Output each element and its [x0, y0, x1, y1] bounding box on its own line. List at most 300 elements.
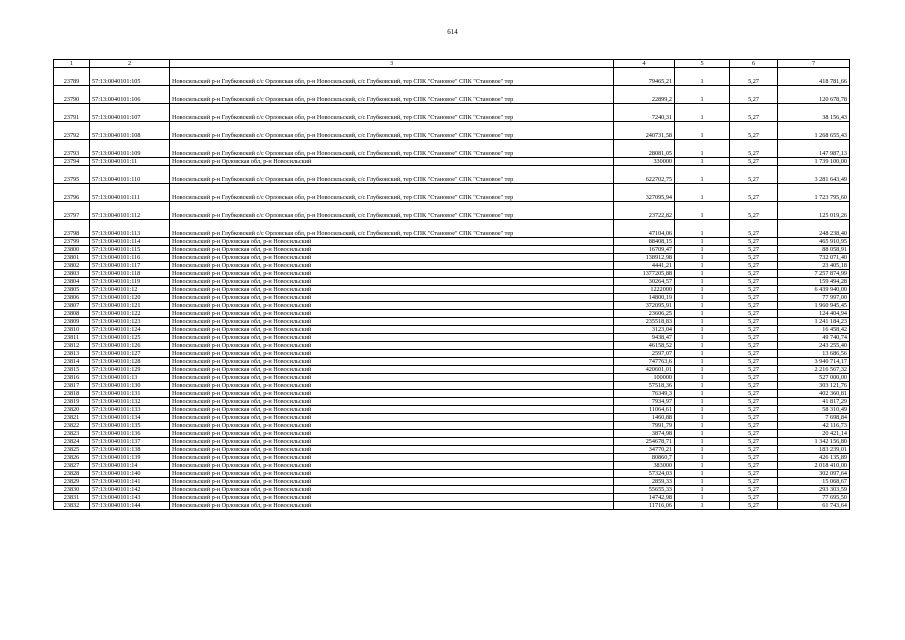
rate-value: 5,27	[730, 398, 778, 406]
table-row	[54, 86, 850, 104]
cadastral-value: 77 695,50	[778, 494, 850, 502]
table-row	[54, 254, 850, 262]
cadastral-value: 3 940 714,17	[778, 358, 850, 366]
coefficient-value: 1	[675, 286, 730, 294]
row-number: 23809	[54, 318, 90, 326]
coefficient-value: 1	[675, 184, 730, 202]
cadastral-value: 1 739 100,00	[778, 158, 850, 166]
coefficient-value: 1	[675, 220, 730, 238]
rate-value: 5,27	[730, 202, 778, 220]
area-value: 11064,61	[614, 406, 675, 414]
row-number: 23827	[54, 462, 90, 470]
coefficient-value: 1	[675, 68, 730, 86]
rate-value: 5,27	[730, 350, 778, 358]
rate-value: 5,27	[730, 220, 778, 238]
cadastral-number: 57:13:0040101:111	[90, 184, 170, 202]
rate-value: 5,27	[730, 104, 778, 122]
cadastral-number: 57:13:0040101:109	[90, 140, 170, 158]
table-row	[54, 446, 850, 454]
address-description: Новосильский р-н Глубковский с/с Орловская обл, р-н Новосильский, с/с Глубковский, тер СПК "Становое" СПК "Становое" тер	[170, 184, 614, 202]
rate-value: 5,27	[730, 294, 778, 302]
address-description: Новосильский р-н Орловская обл, р-н Новосильский	[170, 486, 614, 494]
rate-value: 5,27	[730, 478, 778, 486]
cadastral-value: 49 740,74	[778, 334, 850, 342]
area-value: 7240,31	[614, 104, 675, 122]
address-description: Новосильский р-н Орловская обл, р-н Новосильский	[170, 438, 614, 446]
row-number: 23791	[54, 104, 90, 122]
row-number: 23826	[54, 454, 90, 462]
table-row	[54, 422, 850, 430]
row-number: 23820	[54, 406, 90, 414]
rate-value: 5,27	[730, 342, 778, 350]
table-row	[54, 278, 850, 286]
area-value: 100000	[614, 374, 675, 382]
row-number: 23793	[54, 140, 90, 158]
cadastral-number: 57:13:0040101:130	[90, 382, 170, 390]
rate-value: 5,27	[730, 246, 778, 254]
address-description: Новосильский р-н Орловская обл, р-н Новосильский	[170, 374, 614, 382]
area-value: 57324,03	[614, 470, 675, 478]
cadastral-value: 147 987,13	[778, 140, 850, 158]
address-description: Новосильский р-н Орловская обл, р-н Новосильский	[170, 462, 614, 470]
table-row	[54, 184, 850, 202]
cadastral-value: 120 678,78	[778, 86, 850, 104]
area-value: 11716,06	[614, 502, 675, 510]
address-description: Новосильский р-н Орловская обл, р-н Новосильский	[170, 414, 614, 422]
cadastral-number: 57:13:0040101:143	[90, 494, 170, 502]
coefficient-value: 1	[675, 494, 730, 502]
row-number: 23806	[54, 294, 90, 302]
area-value: 14800,19	[614, 294, 675, 302]
cadastral-number: 57:13:0040101:144	[90, 502, 170, 510]
table-row	[54, 166, 850, 184]
address-description: Новосильский р-н Орловская обл, р-н Новосильский	[170, 334, 614, 342]
table-row	[54, 286, 850, 294]
row-number: 23810	[54, 326, 90, 334]
cadastral-number: 57:13:0040101:126	[90, 342, 170, 350]
cadastral-number: 57:13:0040101:122	[90, 310, 170, 318]
area-value: 30264,57	[614, 278, 675, 286]
area-value: 16709,47	[614, 246, 675, 254]
row-number: 23801	[54, 254, 90, 262]
table-row	[54, 318, 850, 326]
coefficient-value: 1	[675, 414, 730, 422]
address-description: Новосильский р-н Орловская обл, р-н Новосильский	[170, 326, 614, 334]
row-number: 23811	[54, 334, 90, 342]
address-description: Новосильский р-н Глубковский с/с Орловская обл, р-н Новосильский, с/с Глубковский, тер СПК "Становое" СПК "Становое" тер	[170, 202, 614, 220]
area-value: 3123,04	[614, 326, 675, 334]
table-row	[54, 494, 850, 502]
coefficient-value: 1	[675, 238, 730, 246]
rate-value: 5,27	[730, 502, 778, 510]
address-description: Новосильский р-н Орловская обл, р-н Новосильский	[170, 446, 614, 454]
table-row	[54, 220, 850, 238]
row-number: 23814	[54, 358, 90, 366]
rate-value: 5,27	[730, 302, 778, 310]
table-row	[54, 382, 850, 390]
cadastral-number: 57:13:0040101:11	[90, 158, 170, 166]
cadastral-value: 302 097,64	[778, 470, 850, 478]
cadastral-value: 527 000,00	[778, 374, 850, 382]
rate-value: 5,27	[730, 430, 778, 438]
rate-value: 5,27	[730, 422, 778, 430]
coefficient-value: 1	[675, 342, 730, 350]
coefficient-value: 1	[675, 254, 730, 262]
address-description: Новосильский р-н Глубковский с/с Орловская обл, р-н Новосильский, с/с Глубковский, тер СПК "Становое" СПК "Становое" тер	[170, 104, 614, 122]
rate-value: 5,27	[730, 86, 778, 104]
coefficient-value: 1	[675, 294, 730, 302]
cadastral-value: 7 257 874,99	[778, 270, 850, 278]
rate-value: 5,27	[730, 254, 778, 262]
cadastral-number: 57:13:0040101:13	[90, 374, 170, 382]
coefficient-value: 1	[675, 438, 730, 446]
cadastral-number: 57:13:0040101:128	[90, 358, 170, 366]
cadastral-number: 57:13:0040101:118	[90, 270, 170, 278]
cadastral-value: 183 239,01	[778, 446, 850, 454]
cadastral-number: 57:13:0040101:138	[90, 446, 170, 454]
row-number: 23795	[54, 166, 90, 184]
rate-value: 5,27	[730, 140, 778, 158]
row-number: 23816	[54, 374, 90, 382]
row-number: 23805	[54, 286, 90, 294]
row-number: 23819	[54, 398, 90, 406]
coefficient-value: 1	[675, 318, 730, 326]
row-number: 23830	[54, 486, 90, 494]
coefficient-value: 1	[675, 454, 730, 462]
rate-value: 5,27	[730, 414, 778, 422]
table-row	[54, 140, 850, 158]
coefficient-value: 1	[675, 382, 730, 390]
area-value: 46158,52	[614, 342, 675, 350]
row-number: 23831	[54, 494, 90, 502]
rate-value: 5,27	[730, 166, 778, 184]
cadastral-number: 57:13:0040101:127	[90, 350, 170, 358]
cadastral-number: 57:13:0040101:117	[90, 262, 170, 270]
rate-value: 5,27	[730, 270, 778, 278]
rate-value: 5,27	[730, 390, 778, 398]
area-value: 34770,21	[614, 446, 675, 454]
rate-value: 5,27	[730, 374, 778, 382]
cadastral-value: 58 310,49	[778, 406, 850, 414]
rate-value: 5,27	[730, 366, 778, 374]
row-number: 23799	[54, 238, 90, 246]
coefficient-value: 1	[675, 334, 730, 342]
cadastral-value: 125 019,26	[778, 202, 850, 220]
table-row	[54, 438, 850, 446]
cadastral-value: 88 058,91	[778, 246, 850, 254]
area-value: 254678,71	[614, 438, 675, 446]
address-description: Новосильский р-н Орловская обл, р-н Новосильский	[170, 366, 614, 374]
area-value: 7991,79	[614, 422, 675, 430]
cadastral-number: 57:13:0040101:121	[90, 302, 170, 310]
cadastral-number: 57:13:0040101:110	[90, 166, 170, 184]
area-value: 80860,7	[614, 454, 675, 462]
table-row	[54, 406, 850, 414]
cadastral-value: 7 698,84	[778, 414, 850, 422]
row-number: 23789	[54, 68, 90, 86]
rate-value: 5,27	[730, 438, 778, 446]
header-row	[54, 60, 850, 68]
rate-value: 5,27	[730, 262, 778, 270]
row-number: 23800	[54, 246, 90, 254]
address-description: Новосильский р-н Орловская обл, р-н Новосильский	[170, 494, 614, 502]
column-header: 6	[730, 60, 778, 68]
coefficient-value: 1	[675, 398, 730, 406]
area-value: 7934,97	[614, 398, 675, 406]
row-number: 23821	[54, 414, 90, 422]
row-number: 23794	[54, 158, 90, 166]
area-value: 240731,58	[614, 122, 675, 140]
area-value: 4441,21	[614, 262, 675, 270]
row-number: 23824	[54, 438, 90, 446]
table-row	[54, 502, 850, 510]
row-number: 23832	[54, 502, 90, 510]
coefficient-value: 1	[675, 278, 730, 286]
address-description: Новосильский р-н Орловская обл, р-н Новосильский	[170, 398, 614, 406]
table-row	[54, 310, 850, 318]
cadastral-number: 57:13:0040101:107	[90, 104, 170, 122]
table-row	[54, 294, 850, 302]
cadastral-value: 42 116,73	[778, 422, 850, 430]
table-row	[54, 390, 850, 398]
address-description: Новосильский р-н Орловская обл, р-н Новосильский	[170, 310, 614, 318]
address-description: Новосильский р-н Орловская обл, р-н Новосильский	[170, 390, 614, 398]
rate-value: 5,27	[730, 326, 778, 334]
address-description: Новосильский р-н Орловская обл, р-н Новосильский	[170, 470, 614, 478]
address-description: Новосильский р-н Орловская обл, р-н Новосильский	[170, 254, 614, 262]
cadastral-value: 159 494,28	[778, 278, 850, 286]
coefficient-value: 1	[675, 86, 730, 104]
row-number: 23829	[54, 478, 90, 486]
cadastral-value: 248 238,40	[778, 220, 850, 238]
table-row	[54, 462, 850, 470]
address-description: Новосильский р-н Орловская обл, р-н Новосильский	[170, 262, 614, 270]
address-description: Новосильский р-н Глубковский с/с Орловская обл, р-н Новосильский, с/с Глубковский, тер СПК "Становое" СПК "Становое" тер	[170, 68, 614, 86]
area-value: 372095,91	[614, 302, 675, 310]
table-row	[54, 262, 850, 270]
table-row	[54, 342, 850, 350]
area-value: 2859,33	[614, 478, 675, 486]
cadastral-value: 465 910,95	[778, 238, 850, 246]
area-value: 57518,36	[614, 382, 675, 390]
area-value: 1222000	[614, 286, 675, 294]
cadastral-number: 57:13:0040101:140	[90, 470, 170, 478]
cadastral-value: 426 135,89	[778, 454, 850, 462]
column-header: 5	[675, 60, 730, 68]
coefficient-value: 1	[675, 140, 730, 158]
address-description: Новосильский р-н Орловская обл, р-н Новосильский	[170, 454, 614, 462]
cadastral-value: 16 458,42	[778, 326, 850, 334]
address-description: Новосильский р-н Орловская обл, р-н Новосильский	[170, 302, 614, 310]
address-description: Новосильский р-н Глубковский с/с Орловская обл, р-н Новосильский, с/с Глубковский, тер СПК "Становое" СПК "Становое" тер	[170, 86, 614, 104]
cadastral-number: 57:13:0040101:124	[90, 326, 170, 334]
cadastral-number: 57:13:0040101:135	[90, 422, 170, 430]
coefficient-value: 1	[675, 422, 730, 430]
area-value: 383000	[614, 462, 675, 470]
page-number: 614	[447, 28, 458, 36]
area-value: 88408,15	[614, 238, 675, 246]
cadastral-value: 1 268 655,43	[778, 122, 850, 140]
rate-value: 5,27	[730, 278, 778, 286]
cadastral-number: 57:13:0040101:120	[90, 294, 170, 302]
area-value: 330000	[614, 158, 675, 166]
address-description: Новосильский р-н Орловская обл, р-н Новосильский	[170, 382, 614, 390]
rate-value: 5,27	[730, 122, 778, 140]
table-row	[54, 358, 850, 366]
rate-value: 5,27	[730, 494, 778, 502]
column-header: 3	[170, 60, 614, 68]
cadastral-number: 57:13:0040101:108	[90, 122, 170, 140]
table-row	[54, 158, 850, 166]
address-description: Новосильский р-н Орловская обл, р-н Новосильский	[170, 422, 614, 430]
cadastral-value: 3 281 643,49	[778, 166, 850, 184]
cadastral-value: 2 018 410,00	[778, 462, 850, 470]
table-row	[54, 414, 850, 422]
table-row	[54, 68, 850, 86]
address-description: Новосильский р-н Орловская обл, р-н Новосильский	[170, 350, 614, 358]
rate-value: 5,27	[730, 486, 778, 494]
coefficient-value: 1	[675, 430, 730, 438]
cadastral-value: 303 121,76	[778, 382, 850, 390]
rate-value: 5,27	[730, 68, 778, 86]
cadastral-number: 57:13:0040101:142	[90, 486, 170, 494]
cadastral-value: 732 071,40	[778, 254, 850, 262]
area-value: 47104,06	[614, 220, 675, 238]
rate-value: 5,27	[730, 184, 778, 202]
table-row	[54, 104, 850, 122]
area-value: 9438,47	[614, 334, 675, 342]
cadastral-number: 57:13:0040101:114	[90, 238, 170, 246]
area-value: 2597,07	[614, 350, 675, 358]
table-row	[54, 350, 850, 358]
coefficient-value: 1	[675, 446, 730, 454]
address-description: Новосильский р-н Орловская обл, р-н Новосильский	[170, 294, 614, 302]
rate-value: 5,27	[730, 446, 778, 454]
coefficient-value: 1	[675, 350, 730, 358]
area-value: 138912,98	[614, 254, 675, 262]
area-value: 1377205,88	[614, 270, 675, 278]
area-value: 3874,98	[614, 430, 675, 438]
area-value: 55655,33	[614, 486, 675, 494]
cadastral-value: 20 421,14	[778, 430, 850, 438]
table-row	[54, 238, 850, 246]
cadastral-value: 243 255,40	[778, 342, 850, 350]
address-description: Новосильский р-н Орловская обл, р-н Новосильский	[170, 158, 614, 166]
table-row	[54, 486, 850, 494]
area-value: 28081,05	[614, 140, 675, 158]
address-description: Новосильский р-н Орловская обл, р-н Новосильский	[170, 270, 614, 278]
row-number: 23825	[54, 446, 90, 454]
area-value: 327095,94	[614, 184, 675, 202]
cadastral-number: 57:13:0040101:132	[90, 398, 170, 406]
coefficient-value: 1	[675, 202, 730, 220]
cadastral-value: 293 303,59	[778, 486, 850, 494]
row-number: 23790	[54, 86, 90, 104]
cadastral-value: 23 405,18	[778, 262, 850, 270]
table-row	[54, 326, 850, 334]
rate-value: 5,27	[730, 318, 778, 326]
area-value: 76349,3	[614, 390, 675, 398]
rate-value: 5,27	[730, 406, 778, 414]
address-description: Новосильский р-н Орловская обл, р-н Новосильский	[170, 430, 614, 438]
table-row	[54, 202, 850, 220]
rate-value: 5,27	[730, 238, 778, 246]
address-description: Новосильский р-н Орловская обл, р-н Новосильский	[170, 478, 614, 486]
coefficient-value: 1	[675, 158, 730, 166]
table-row	[54, 122, 850, 140]
table-row	[54, 470, 850, 478]
address-description: Новосильский р-н Глубковский с/с Орловская обл, р-н Новосильский, с/с Глубковский, тер СПК "Становое" СПК "Становое" тер	[170, 166, 614, 184]
coefficient-value: 1	[675, 270, 730, 278]
area-value: 747763,6	[614, 358, 675, 366]
cadastral-number: 57:13:0040101:134	[90, 414, 170, 422]
cadastral-value: 38 156,43	[778, 104, 850, 122]
address-description: Новосильский р-н Орловская обл, р-н Новосильский	[170, 278, 614, 286]
table-row	[54, 366, 850, 374]
address-description: Новосильский р-н Орловская обл, р-н Новосильский	[170, 342, 614, 350]
coefficient-value: 1	[675, 302, 730, 310]
coefficient-value: 1	[675, 502, 730, 510]
coefficient-value: 1	[675, 122, 730, 140]
rate-value: 5,27	[730, 286, 778, 294]
table-row	[54, 246, 850, 254]
cadastral-value: 418 781,66	[778, 68, 850, 86]
address-description: Новосильский р-н Глубковский с/с Орловская обл, р-н Новосильский, с/с Глубковский, тер СПК "Становое" СПК "Становое" тер	[170, 140, 614, 158]
area-value: 23606,25	[614, 310, 675, 318]
rate-value: 5,27	[730, 470, 778, 478]
cadastral-value: 2 216 567,32	[778, 366, 850, 374]
column-header: 4	[614, 60, 675, 68]
row-number: 23802	[54, 262, 90, 270]
table-row	[54, 334, 850, 342]
area-value: 79465,21	[614, 68, 675, 86]
column-header: 7	[778, 60, 850, 68]
coefficient-value: 1	[675, 462, 730, 470]
area-value: 22899,2	[614, 86, 675, 104]
cadastral-number: 57:13:0040101:112	[90, 202, 170, 220]
area-value: 622702,75	[614, 166, 675, 184]
coefficient-value: 1	[675, 246, 730, 254]
row-number: 23818	[54, 390, 90, 398]
address-description: Новосильский р-н Орловская обл, р-н Новосильский	[170, 286, 614, 294]
row-number: 23828	[54, 470, 90, 478]
table-row	[54, 454, 850, 462]
cadastral-value: 124 404,94	[778, 310, 850, 318]
area-value: 14742,98	[614, 494, 675, 502]
cadastral-value: 6 439 940,00	[778, 286, 850, 294]
rate-value: 5,27	[730, 454, 778, 462]
rate-value: 5,27	[730, 158, 778, 166]
address-description: Новосильский р-н Глубковский с/с Орловская обл, р-н Новосильский, с/с Глубковский, тер СПК "Становое" СПК "Становое" тер	[170, 122, 614, 140]
cadastral-table	[53, 59, 850, 510]
cadastral-number: 57:13:0040101:131	[90, 390, 170, 398]
cadastral-number: 57:13:0040101:125	[90, 334, 170, 342]
cadastral-number: 57:13:0040101:113	[90, 220, 170, 238]
row-number: 23796	[54, 184, 90, 202]
cadastral-value: 402 360,81	[778, 390, 850, 398]
rate-value: 5,27	[730, 358, 778, 366]
cadastral-number: 57:13:0040101:133	[90, 406, 170, 414]
row-number: 23822	[54, 422, 90, 430]
coefficient-value: 1	[675, 486, 730, 494]
coefficient-value: 1	[675, 390, 730, 398]
cadastral-value: 77 997,00	[778, 294, 850, 302]
cadastral-number: 57:13:0040101:115	[90, 246, 170, 254]
row-number: 23808	[54, 310, 90, 318]
table-row	[54, 430, 850, 438]
coefficient-value: 1	[675, 470, 730, 478]
cadastral-number: 57:13:0040101:123	[90, 318, 170, 326]
